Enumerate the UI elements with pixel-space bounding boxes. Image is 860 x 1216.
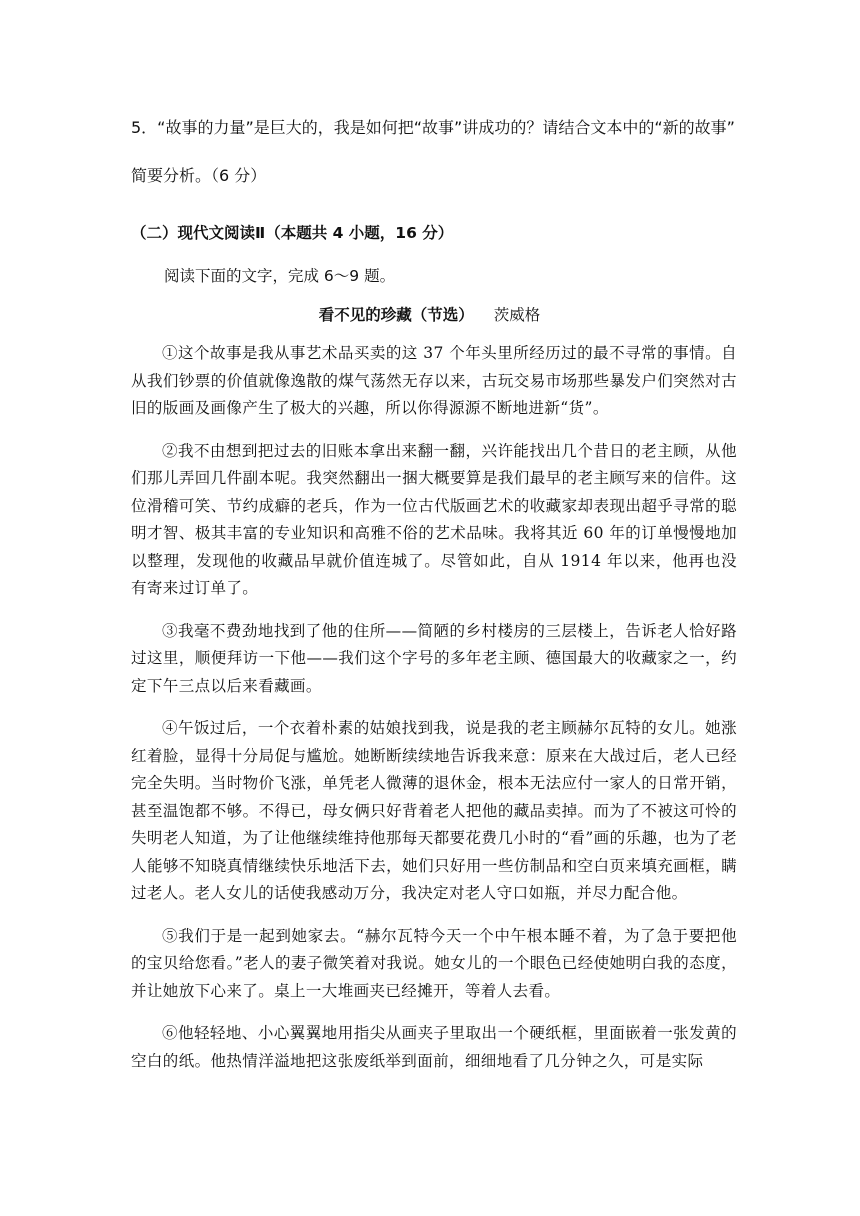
article-body xyxy=(131,340,737,1090)
article-title: 看不见的珍藏（节选） xyxy=(318,306,474,324)
paragraph-3: ③我毫不费劲地找到了他的住所——简陋的乡村楼房的三层楼上，告诉老人恰好路过这里，顺便拜访一下他——我们这个字号的多年老主顾、德国最大的收藏家之一，约定下午三点以后来看藏画。 xyxy=(131,621,737,695)
article-heading xyxy=(131,303,728,327)
paragraph-6: ⑥他轻轻地、小心翼翼地用指尖从画夹子里取出一个硬纸框，里面嵌着一张发黄的空白的纸。他热情洋溢地把这张废纸举到面前，细细地看了几分钟之久，可是实际 xyxy=(131,1024,737,1070)
question-5-line-2: 简要分析。（6 分） xyxy=(131,166,267,185)
question-5 xyxy=(131,104,741,200)
paragraph-4: ④午饭过后，一个衣着朴素的姑娘找到我，说是我的老主顾赫尔瓦特的女儿。她涨红着脸，显得十分局促与尴尬。她断断续续地告诉我来意：原来在大战过后，老人已经完全失明。当时物价飞涨，单凭老人微薄的退休金，根本无法应付一家人的日常开销，甚至温饱都不够。不得已，母女俩只好背着老人把他的藏品卖掉。而为了不被这可怜的失明老人知道，为了让他继续维持他那每天都要花费几小时的“看”画的乐趣，也为了老人能够不知晓真情继续快乐地活下去，她们只好用一些仿制品和空白页来填充画框，瞒过老人。老人女儿的话使我感动万分，我决定对老人守口如瓶，并尽力配合他。 xyxy=(131,719,737,902)
paragraph-5: ⑤我们于是一起到她家去。“赫尔瓦特今天一个中午根本睡不着，为了急于要把他的宝贝给您看。”老人的妻子微笑着对我说。她女儿的一个眼色已经使她明白我的态度，并让她放下心来了。桌上一大堆画夹已经摊开，等着人去看。 xyxy=(131,926,737,1000)
paragraph-1: ①这个故事是我从事艺术品买卖的这 37 个年头里所经历过的最不寻常的事情。自从我们钞票的价值就像逸散的煤气荡然无存以来，古玩交易市场那些暴发户们突然对古旧的版画及画像产生了极大的兴趣，所以你得源源不断地进新“货”。 xyxy=(131,344,737,417)
paragraph-2: ②我不由想到把过去的旧账本拿出来翻一翻，兴许能找出几个昔日的老主顾，从他们那儿弄回几件副本呢。我突然翻出一捆大概要算是我们最早的老主顾写来的信件。这位滑稽可笑、节约成癖的老兵，作为一位古代版画艺术的收藏家却表现出超乎寻常的聪明才智、极其丰富的专业知识和高雅不俗的艺术品味。我将其近 60 年的订单慢慢地加以整理，发现他的收藏品早就价值连城了。尽管如此，自从 1914 年以来，他再也没有寄来过订单了。 xyxy=(131,441,737,597)
question-5-line-1: 5．“故事的力量”是巨大的，我是如何把“故事”讲成功的？请结合文本中的“新的故事” xyxy=(131,118,735,137)
article-author: 茨威格 xyxy=(493,306,541,324)
reading-instruction: 阅读下面的文字，完成 6～9 题。 xyxy=(164,267,396,285)
section-heading: （二）现代文阅读Ⅱ（本题共 4 小题，16 分） xyxy=(131,224,454,242)
